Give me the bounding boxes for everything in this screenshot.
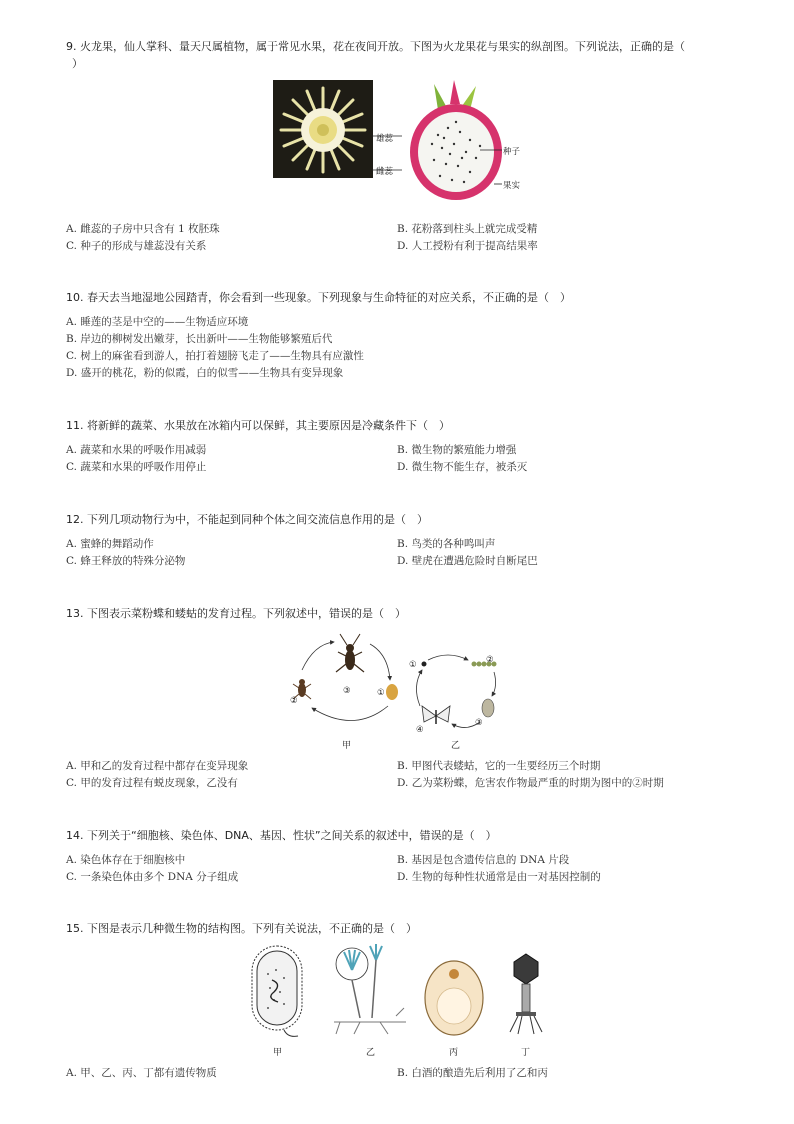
q11-option-c[interactable]: C. 蔬菜和水果的呼吸作用停止 [66, 461, 207, 473]
q15-option-a[interactable]: A. 甲、乙、丙、丁都有遗传物质 [66, 1067, 217, 1079]
q11-option-d[interactable]: D. 微生物不能生存，被杀灭 [397, 461, 528, 473]
q13-option-b[interactable]: B. 甲图代表蝼蛄，它的一生要经历三个时期 [397, 760, 601, 772]
q12-option-d[interactable]: D. 壁虎在遭遇危险时自断尾巴 [397, 555, 538, 567]
pitaya-flower-image [273, 80, 373, 178]
question-13-stem: 13. 下图表示菜粉蝶和蝼蛄的发育过程。下列叙述中，错误的是（ ） [66, 607, 406, 620]
question-9 [66, 38, 746, 72]
q15-figure-penicillium [330, 942, 410, 1038]
q14-option-a[interactable]: A. 染色体存在于细胞核中 [66, 854, 186, 866]
question-12-stem: 12. 下列几项动物行为中，不能起到同种个体之间交流信息作用的是（ ） [66, 513, 428, 526]
question-9-stem: 9. 火龙果，仙人掌科、量天尺属植物，属于常见水果，花在夜间开放。下图为火龙果花与果实的纵剖图。下列说法，正确的是（ [66, 40, 685, 53]
q13-option-c[interactable]: C. 甲的发育过程有蜕皮现象，乙没有 [66, 777, 238, 789]
q13-yi-num-2: ② [486, 655, 494, 665]
q11-option-b[interactable]: B. 微生物的繁殖能力增强 [397, 444, 517, 456]
q14-option-c[interactable]: C. 一条染色体由多个 DNA 分子组成 [66, 871, 239, 883]
q13-yi-num-3: ③ [475, 718, 483, 728]
q15-figure-bacterium [248, 944, 310, 1040]
question-14-stem: 14. 下列关于“细胞核、染色体、DNA、基因、性状”之间关系的叙述中，错误的是（ ） [66, 829, 497, 842]
label-pistil: 雌蕊 [376, 167, 394, 177]
q15-figure-phage [506, 952, 546, 1038]
q15-caption-jia: 甲 [273, 1048, 283, 1058]
question-10-stem: 10. 春天去当地湿地公园踏青，你会看到一些现象。下列现象与生命特征的对应关系，不正确的是（ ） [66, 291, 571, 304]
pitaya-fruit-figure [398, 80, 548, 204]
q13-caption-jia: 甲 [342, 741, 352, 751]
q13-caption-yi: 乙 [451, 741, 461, 751]
bacteriophage-diagram [506, 952, 546, 1038]
question-14 [66, 827, 746, 844]
q13-jia-num-1: ① [377, 688, 385, 698]
q9-figure [273, 80, 373, 178]
q15-option-b[interactable]: B. 白酒的酿造先后利用了乙和丙 [397, 1067, 548, 1079]
flower-leader-lines [372, 80, 402, 180]
question-15-stem: 15. 下图是表示几种微生物的结构图。下列有关说法，不正确的是（ ） [66, 922, 417, 935]
q10-option-a[interactable]: A. 睡莲的茎是中空的——生物适应环境 [66, 316, 249, 328]
yeast-cell-diagram [422, 958, 486, 1038]
q10-option-d[interactable]: D. 盛开的桃花，粉的似霞，白的似雪——生物具有变异现象 [66, 367, 344, 379]
label-seed: 种子 [503, 147, 521, 157]
question-10 [66, 289, 746, 306]
q13-option-d[interactable]: D. 乙为菜粉蝶，危害农作物最严重的时期为图中的②时期 [397, 777, 664, 789]
q15-caption-yi: 乙 [366, 1048, 376, 1058]
q12-option-b[interactable]: B. 鸟类的各种鸣叫声 [397, 538, 496, 550]
q11-option-a[interactable]: A. 蔬菜和水果的呼吸作用减弱 [66, 444, 207, 456]
question-11-stem: 11. 将新鲜的蔬菜、水果放在冰箱内可以保鲜，其主要原因是冷藏条件下（ ） [66, 419, 450, 432]
q12-option-a[interactable]: A. 蜜蜂的舞蹈动作 [66, 538, 154, 550]
q12-option-c[interactable]: C. 蜂王释放的特殊分泌物 [66, 555, 186, 567]
q9-option-b[interactable]: B. 花粉落到柱头上就完成受精 [397, 223, 538, 235]
q10-option-c[interactable]: C. 树上的麻雀看到游人，拍打着翅膀飞走了——生物具有应激性 [66, 350, 364, 362]
label-stamen: 雄蕊 [376, 134, 394, 144]
question-12 [66, 511, 746, 528]
question-15 [66, 920, 746, 937]
q9-option-a[interactable]: A. 雌蕊的子房中只含有 1 枚胚珠 [66, 223, 220, 235]
q9-option-c[interactable]: C. 种子的形成与雄蕊没有关系 [66, 240, 207, 252]
q13-option-a[interactable]: A. 甲和乙的发育过程中都存在变异现象 [66, 760, 249, 772]
label-fruit: 果实 [503, 181, 521, 191]
question-13 [66, 605, 746, 622]
q13-yi-num-1: ① [409, 660, 417, 670]
q13-jia-num-3: ③ [343, 686, 351, 696]
bacterium-diagram [248, 944, 310, 1040]
question-11 [66, 417, 746, 434]
pitaya-fruit-image [398, 80, 548, 204]
q10-option-b[interactable]: B. 岸边的柳树发出嫩芽，长出新叶——生物能够繁殖后代 [66, 333, 333, 345]
q15-caption-ding: 丁 [521, 1048, 531, 1058]
q13-yi-num-4: ④ [416, 725, 424, 735]
mole-cricket-cycle-diagram [284, 630, 402, 736]
q13-jia-num-2: ② [290, 696, 298, 706]
q13-figure-jia [284, 630, 402, 736]
penicillium-diagram [330, 942, 410, 1038]
question-9-stem-cont: ） [72, 57, 83, 70]
q14-option-b[interactable]: B. 基因是包含遗传信息的 DNA 片段 [397, 854, 570, 866]
q15-figure-yeast [422, 958, 486, 1038]
q14-option-d[interactable]: D. 生物的每种性状通常是由一对基因控制的 [397, 871, 601, 883]
q15-caption-bing: 丙 [449, 1048, 459, 1058]
q9-option-d[interactable]: D. 人工授粉有利于提高结果率 [397, 240, 538, 252]
